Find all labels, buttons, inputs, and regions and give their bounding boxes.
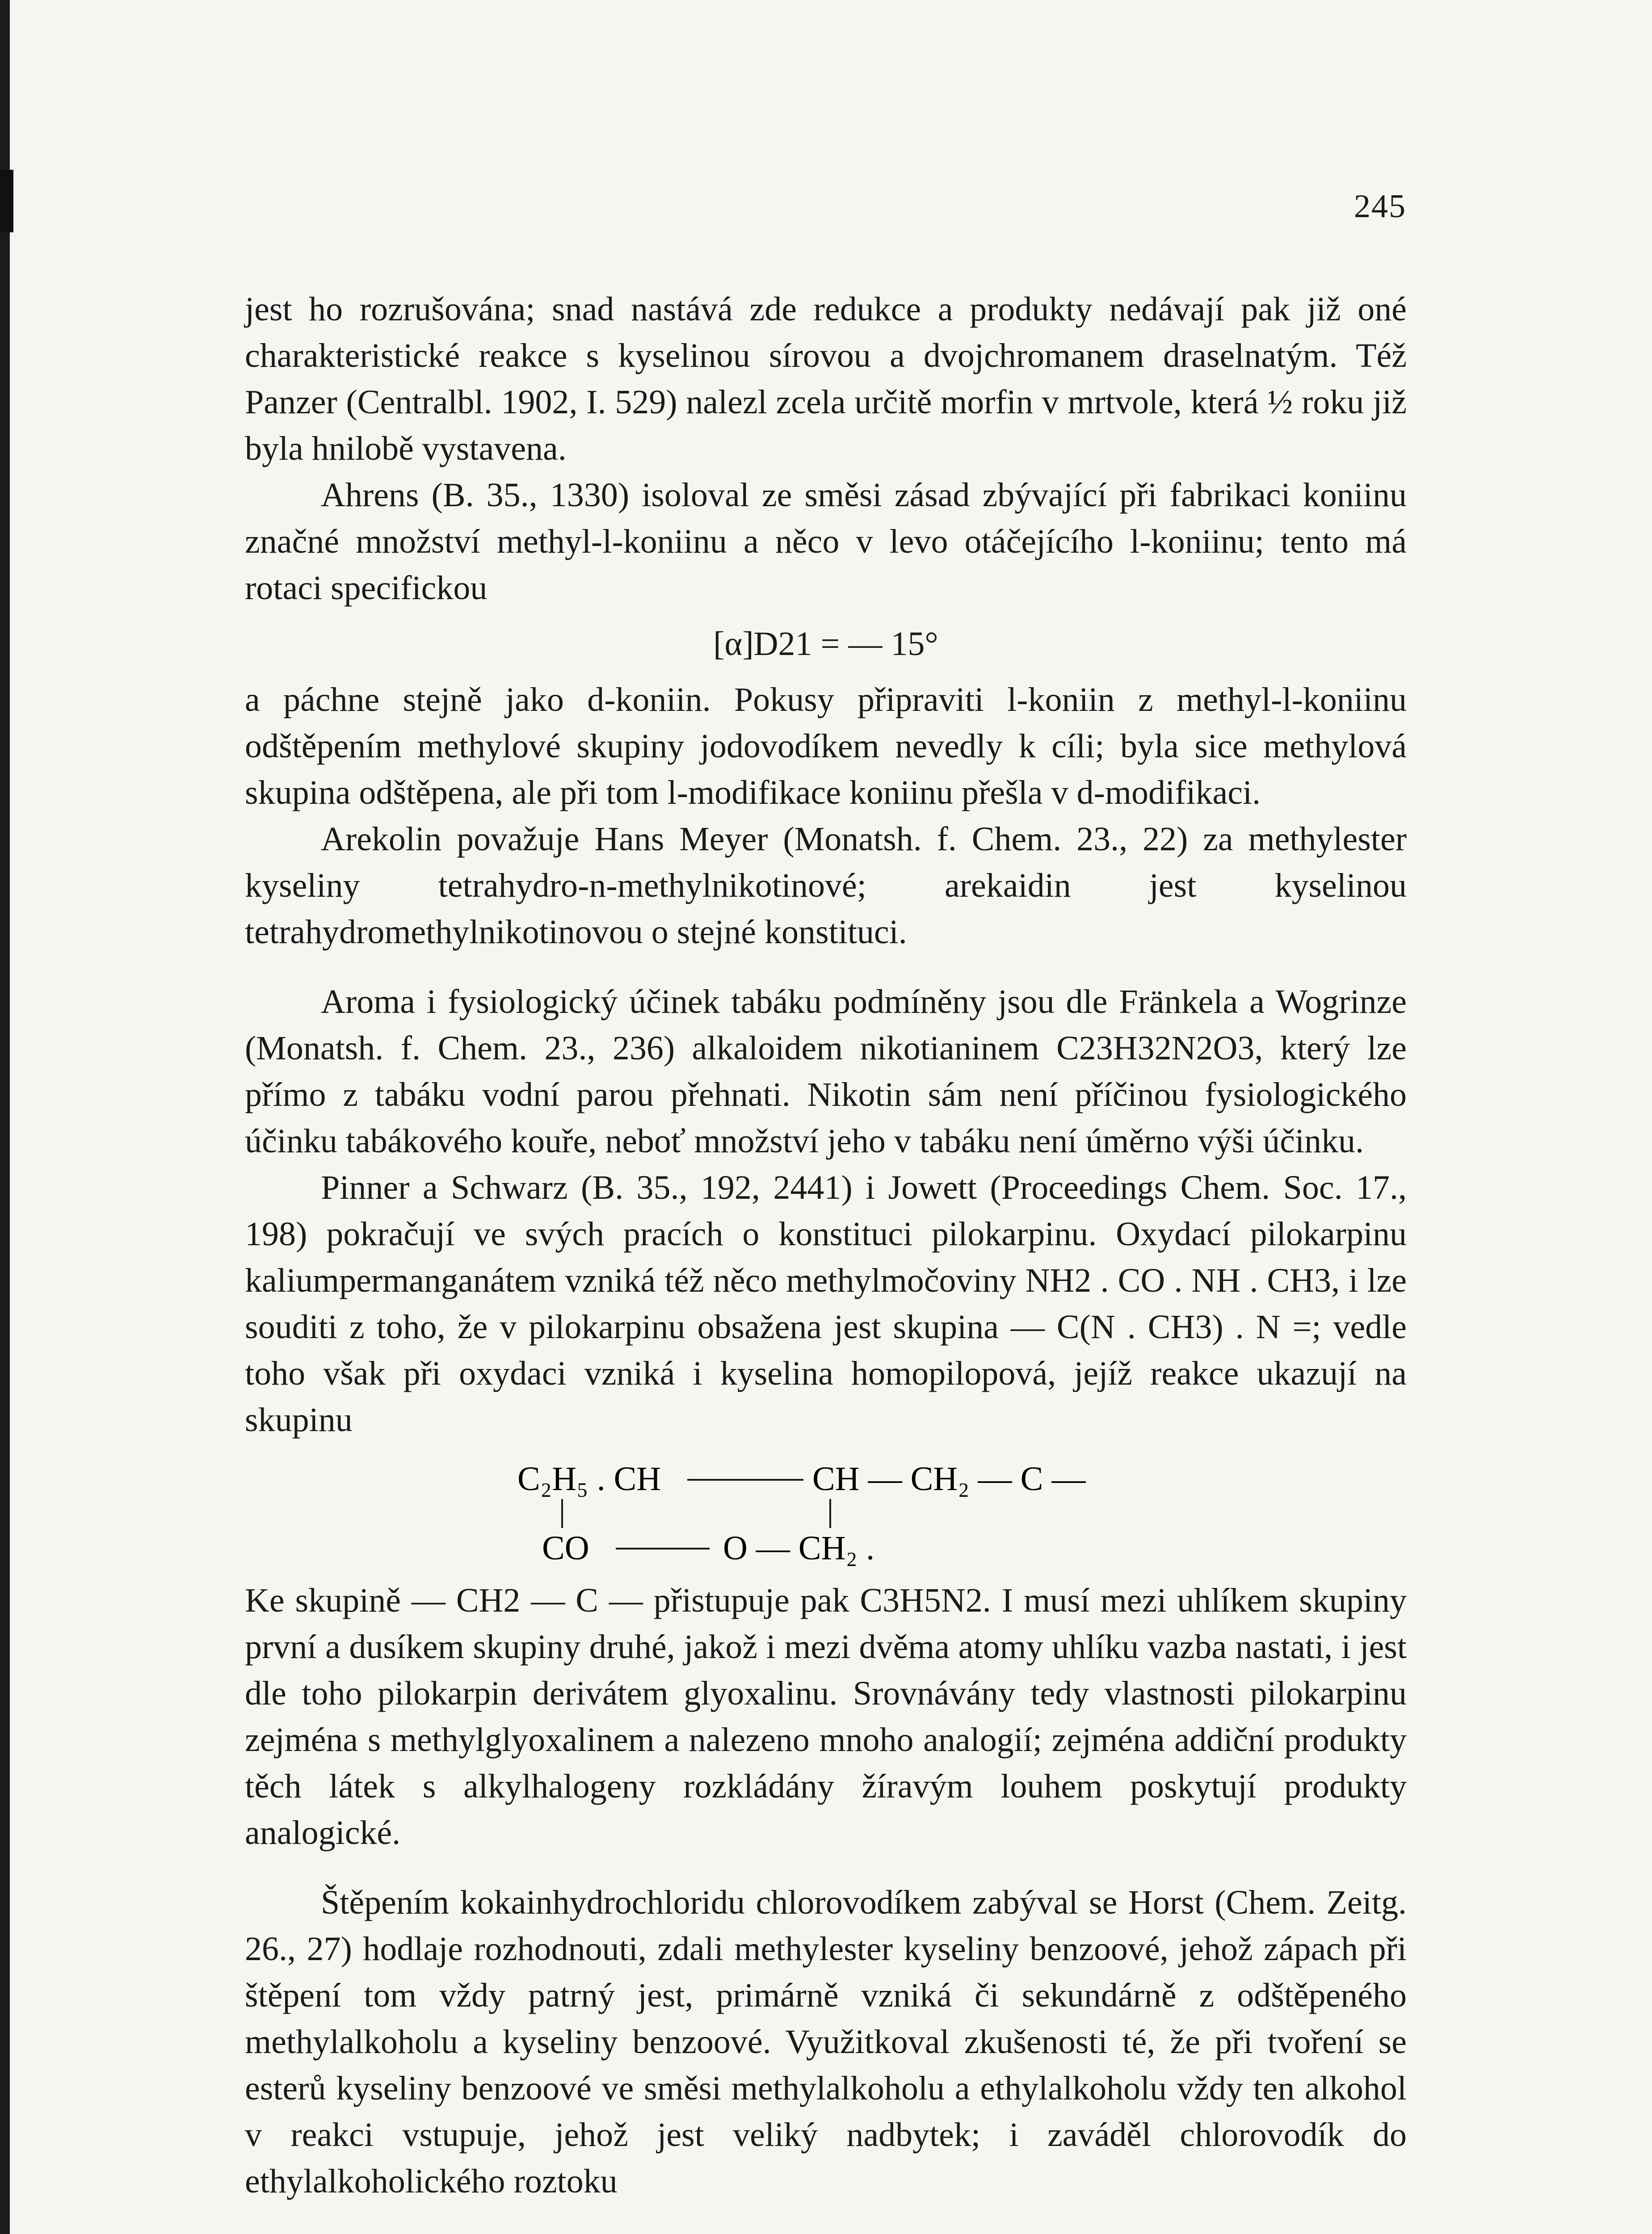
paragraph-8: Štěpením kokainhydrochloridu chlorovodíkem zabýval se Horst (Chem. Zeitg. 26., 27) hodlaje rozhodnouti, zdali methylester kyseliny benzoové, jehož zápach při štěpení tom vždy patrný jest, primárně vzniká či sekundárně z odštěpeného methylalkoholu a kyseliny benzoové. Využitkoval zkušenosti té, že při tvoření se esterů kyseliny benzoové ve směsi methylalkoholu a ethylalkoholu vždy ten alkohol v reakci vstupuje, jehož jest veliký nadbytek; i zaváděl chlorovodík do ethylalkoholického roztoku	[245, 1884, 1407, 2200]
rotation-formula: [α]D21 = — 15°	[713, 625, 938, 663]
structure-bottom-left: CO	[542, 1529, 589, 1567]
paragraph-7: Ke skupině — CH2 — C — přistupuje pak C3H5N2. I musí mezi uhlíkem skupiny první a dusíkem skupiny druhé, jakož i mezi dvěma atomy uhlíku vazba nastati, i jest dle toho pilokarpin derivátem glyoxalinu. Srovnávány tedy vlastnosti pilokarpinu zejména s methylglyoxalinem a nalezeno mnoho analogií; zejména addiční produkty těch látek s alkylhalogeny rozkládány žíravým louhem poskytují produkty analogické.	[245, 1582, 1407, 1852]
page-edge-mark	[0, 170, 13, 232]
structure-diagram	[517, 1457, 1143, 1568]
structural-formula	[245, 1457, 1407, 1568]
paragraph-2: Ahrens (B. 35., 1330) isoloval ze směsi zásad zbývající při fabrikaci koniinu značné množství methyl-l-koniinu a něco v levo otáčejícího l-koniinu; tento má rotaci specifickou	[245, 476, 1407, 607]
structure-top-left: C₂H₅ . CH	[517, 1460, 661, 1498]
body-text	[245, 286, 1407, 2205]
structure-top-mid: CH — CH₂ — C —	[812, 1460, 1086, 1498]
structure-bottom-mid: O — CH₂ .	[723, 1529, 874, 1567]
paragraph-5: Aroma i fysiologický účinek tabáku podmíněny jsou dle Fränkela a Wogrinze (Monatsh. f. Chem. 23., 236) alkaloidem nikotianinem C23H32N2O3, který lze přímo z tabáku vodní parou přehnati. Nikotin sám není příčinou fysiologického účinku tabákového kouře, neboť množství jeho v tabáku není úměrno výši účinku.	[245, 983, 1407, 1160]
page-number: 245	[1354, 188, 1406, 225]
paragraph-3: a páchne stejně jako d-koniin. Pokusy připraviti l-koniin z methyl-l-koniinu odštěpením methylové skupiny jodovodíkem nevedly k cíli; byla sice methylová skupina odštěpena, ale při tom l-modifikace koniinu přešla v d-modifikaci.	[245, 681, 1407, 811]
paragraph-6: Pinner a Schwarz (B. 35., 192, 2441) i Jowett (Proceedings Chem. Soc. 17., 198) pokračují ve svých pracích o konstituci pilokarpinu. Oxydací pilokarpinu kaliumpermanganátem vzniká též něco methylmočoviny NH2 . CO . NH . CH3, i lze souditi z toho, že v pilokarpinu obsažena jest skupina — C(N . CH3) . N =; vedle toho však při oxydaci vzniká i kyselina homopilopová, jejíž reakce ukazují na skupinu	[245, 1169, 1407, 1439]
paragraph-4: Arekolin považuje Hans Meyer (Monatsh. f. Chem. 23., 22) za methylester kyseliny tetrahydro-n-methylnikotinové; arekaidin jest kyselinou tetrahydromethylnikotinovou o stejné konstituci.	[245, 820, 1407, 951]
page-edge	[0, 0, 10, 2234]
paragraph-1: jest ho rozrušována; snad nastává zde redukce a produkty nedávají pak již oné charakteristické reakce s kyselinou sírovou a dvojchromanem draselnatým. Též Panzer (Centralbl. 1902, I. 529) nalezl zcela určitě morfin v mrtvole, která ½ roku již byla hnilobě vystavena.	[245, 290, 1407, 467]
